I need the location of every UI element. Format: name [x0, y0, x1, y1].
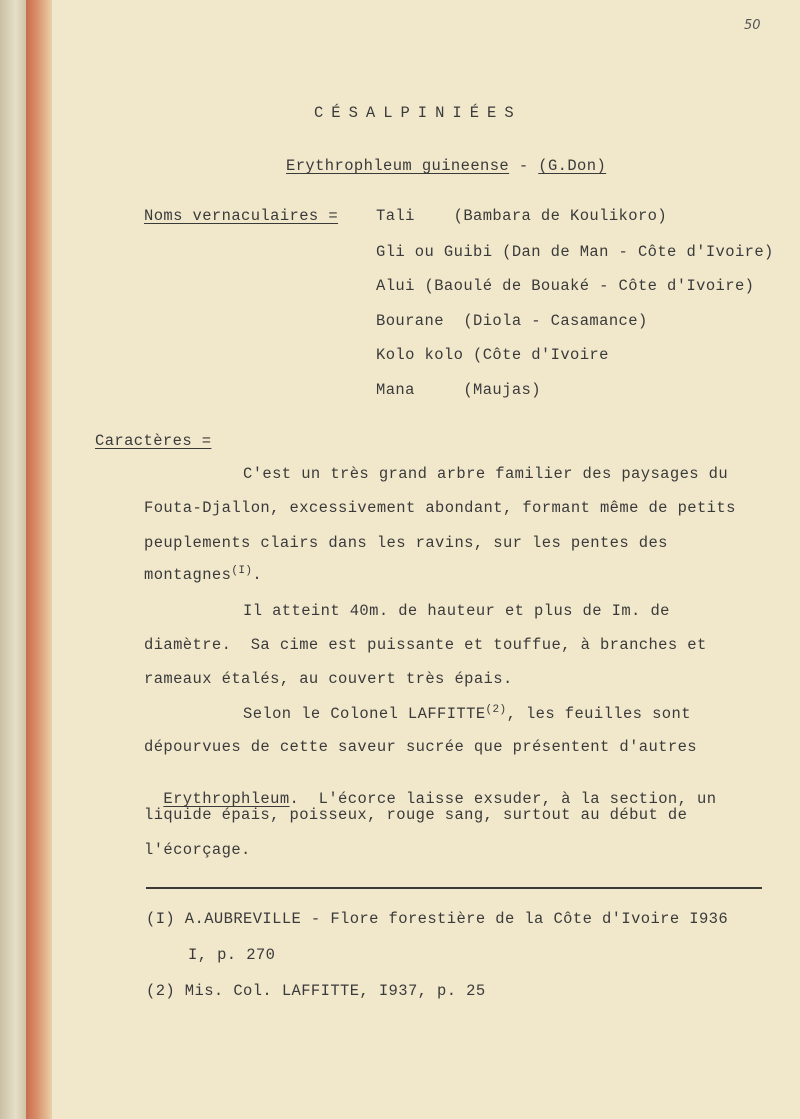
species-heading	[286, 157, 606, 175]
line-period: .	[252, 566, 263, 584]
vernacular-name: Bourane (Diola - Casamance)	[376, 312, 648, 330]
footnote-2: (2) Mis. Col. LAFFITTE, I937, p. 25	[146, 982, 486, 1000]
footnote-1-cont: I, p. 270	[188, 946, 276, 964]
species-name: Erythrophleum guineense	[286, 157, 510, 175]
paragraph-line: liquide épais, poisseux, rouge sang, surtout au début de	[144, 806, 688, 824]
vernacular-name: Tali (Bambara de Koulikoro)	[376, 207, 668, 225]
species-sep: -	[518, 157, 529, 175]
species-author: (G.Don)	[538, 157, 607, 175]
paragraph-line: Fouta-Djallon, excessivement abondant, formant même de petits	[144, 499, 736, 517]
page-number: 50	[744, 18, 761, 33]
characters-label: Caractères =	[95, 432, 212, 450]
section-title: CÉSALPINIÉES	[314, 104, 522, 122]
paragraph-line	[243, 704, 691, 723]
footnote-1: (I) A.AUBREVILLE - Flore forestière de la Côte d'Ivoire I936	[146, 910, 729, 928]
paragraph-line	[144, 772, 716, 808]
line-text: , les feuilles sont	[506, 705, 691, 723]
paragraph-line	[144, 565, 262, 584]
line-text: . L'écorce laisse exsuder, à la section, un	[289, 790, 717, 808]
vernacular-name: Kolo kolo (Côte d'Ivoire	[376, 346, 609, 364]
binding-edge	[0, 0, 26, 1119]
genus-name: Erythrophleum	[163, 790, 290, 808]
paragraph-line: diamètre. Sa cime est puissante et touffue, à branches et	[144, 636, 707, 654]
footnote-rule	[146, 887, 762, 889]
vernacular-label: Noms vernaculaires =	[144, 207, 339, 225]
paragraph-line: l'écorçage.	[144, 841, 251, 859]
footnote-ref-1: (I)	[231, 565, 253, 577]
paragraph-line: dépourvues de cette saveur sucrée que présentent d'autres	[144, 738, 697, 756]
paragraph-line: Il atteint 40m. de hauteur et plus de Im. de	[243, 602, 670, 620]
paragraph-line: rameaux étalés, au couvert très épais.	[144, 670, 513, 688]
vernacular-name: Alui (Baoulé de Bouaké - Côte d'Ivoire)	[376, 277, 755, 295]
line-text: montagnes	[144, 566, 232, 584]
footnote-ref-2: (2)	[485, 704, 507, 716]
line-text: Selon le Colonel LAFFITTE	[243, 705, 486, 723]
paragraph-line: C'est un très grand arbre familier des paysages du	[243, 465, 729, 483]
paragraph-line: peuplements clairs dans les ravins, sur les pentes des	[144, 534, 668, 552]
vernacular-name: Gli ou Guibi (Dan de Man - Côte d'Ivoire)	[376, 243, 774, 261]
vernacular-name: Mana (Maujas)	[376, 381, 541, 399]
